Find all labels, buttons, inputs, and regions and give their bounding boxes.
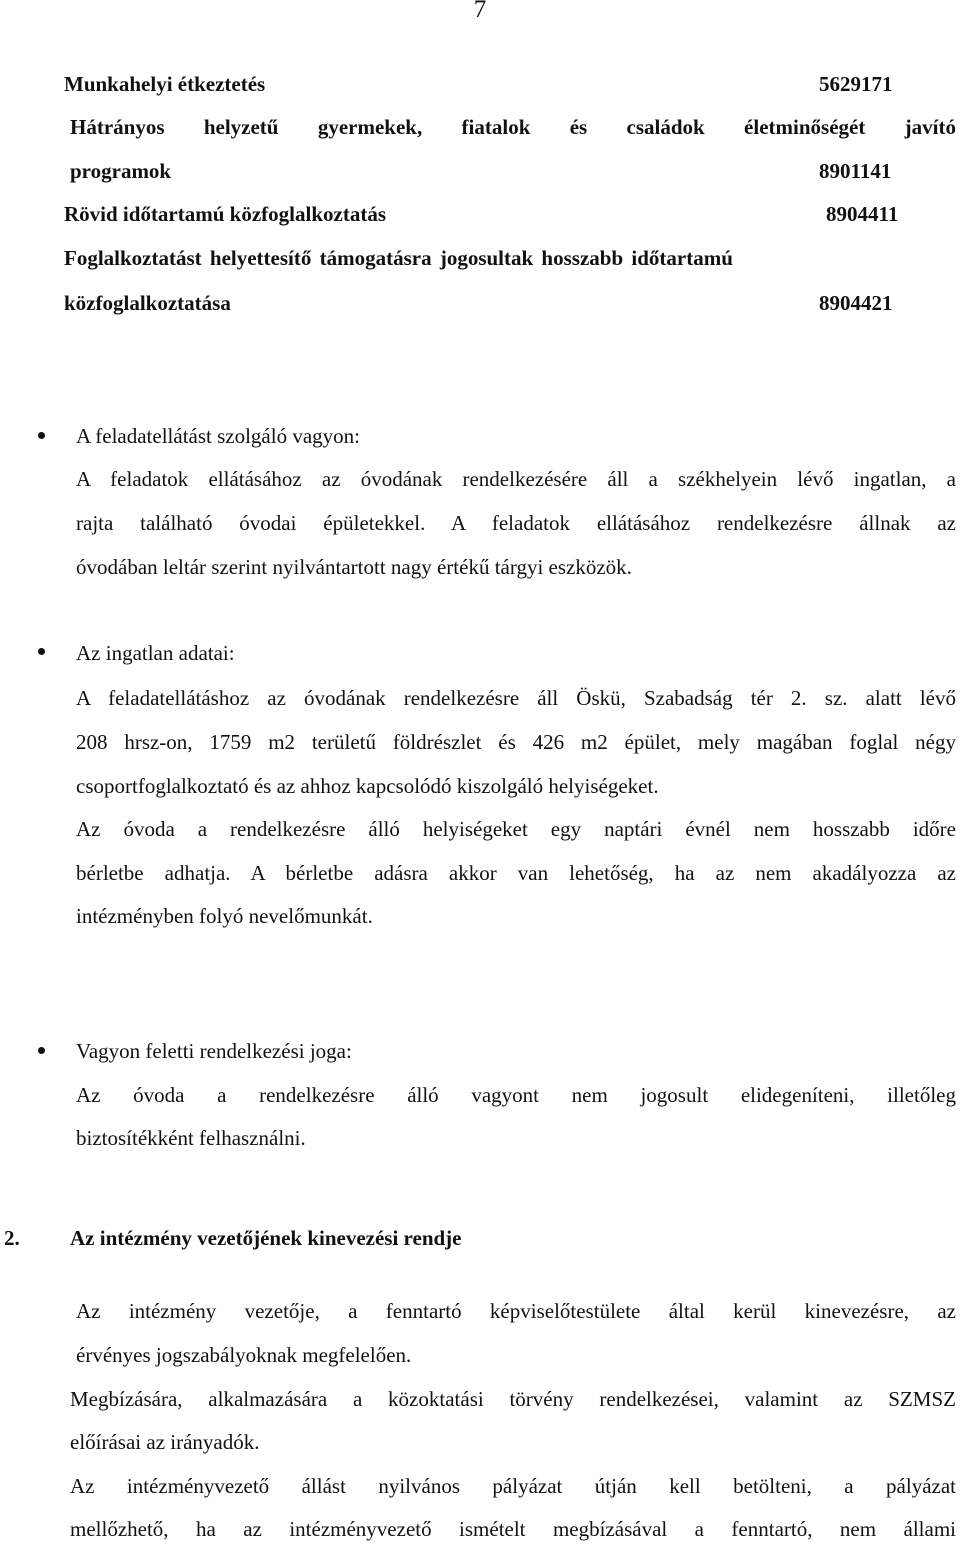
paragraph-line: Az óvoda a rendelkezésre álló vagyont nem jogosult elidegeníteni, illetőleg [76,1083,956,1107]
paragraph-line: A feladatellátáshoz az óvodának rendelkezésre áll Öskü, Szabadság tér 2. sz. alatt lévő [76,686,956,710]
section-title: Az intézmény vezetőjének kinevezési rendje [70,1226,462,1250]
funding-item-code: 5629171 [819,72,893,96]
bullet-heading: Vagyon feletti rendelkezési joga: [76,1039,352,1063]
funding-item-label: Munkahelyi étkeztetés [64,72,266,96]
bullet-icon [38,648,45,655]
paragraph-line: Az óvoda a rendelkezésre álló helyiségeket egy naptári évnél nem hosszabb időre [76,817,956,841]
section-number: 2. [4,1226,20,1250]
paragraph-line: mellőzhető, ha az intézményvezető ismételt megbízásával a fenntartó, nem állami [70,1517,956,1541]
page-number: 7 [473,0,487,23]
paragraph-line: rajta található óvodai épületekkel. A feladatok ellátásához rendelkezésre állnak az [76,511,956,535]
funding-item-label: Rövid időtartamú közfoglalkoztatás [64,202,386,226]
bullet-heading: A feladatellátást szolgáló vagyon: [76,424,360,448]
paragraph-line: csoportfoglalkoztató és az ahhoz kapcsolódó kiszolgáló helyiségeket. [76,774,659,798]
funding-item-label: Foglalkoztatást helyettesítő támogatásra jogosultak hosszabb időtartamú [64,246,733,270]
funding-item-code: 8901141 [819,159,892,183]
paragraph-line: A feladatok ellátásához az óvodának rendelkezésére áll a székhelyein lévő ingatlan, a [76,467,956,491]
paragraph-line: 208 hrsz-on, 1759 m2 területű földrészlet és 426 m2 épület, mely magában foglal négy [76,730,956,754]
bullet-icon [38,1047,45,1054]
funding-item-label: Hátrányos helyzetű gyermekek, fiatalok és családok életminőségét javító [70,115,956,139]
paragraph-line: előírásai az irányadók. [70,1430,260,1454]
bullet-icon [38,432,45,439]
funding-item-label-cont: közfoglalkoztatása [64,291,231,315]
paragraph-line: intézményben folyó nevelőmunkát. [76,904,373,928]
paragraph-line: biztosítékként felhasználni. [76,1126,306,1150]
paragraph-line: Az intézmény vezetője, a fenntartó képviselőtestülete által kerül kinevezésre, az [76,1299,956,1323]
bullet-heading: Az ingatlan adatai: [76,641,235,665]
paragraph-line: bérletbe adhatja. A bérletbe adásra akkor van lehetőség, ha az nem akadályozza az [76,861,956,885]
paragraph-line: óvodában leltár szerint nyilvántartott nagy értékű tárgyi eszközök. [76,555,632,579]
paragraph-line: Az intézményvezető állást nyilvános pályázat útján kell betölteni, a pályázat [70,1474,956,1498]
funding-item-label-cont: programok [70,159,172,183]
funding-item-code: 8904421 [819,291,893,315]
paragraph-line: érvényes jogszabályoknak megfelelően. [76,1343,412,1367]
funding-item-code: 8904411 [826,202,899,226]
paragraph-line: Megbízására, alkalmazására a közoktatási törvény rendelkezései, valamint az SZMSZ [70,1387,956,1411]
